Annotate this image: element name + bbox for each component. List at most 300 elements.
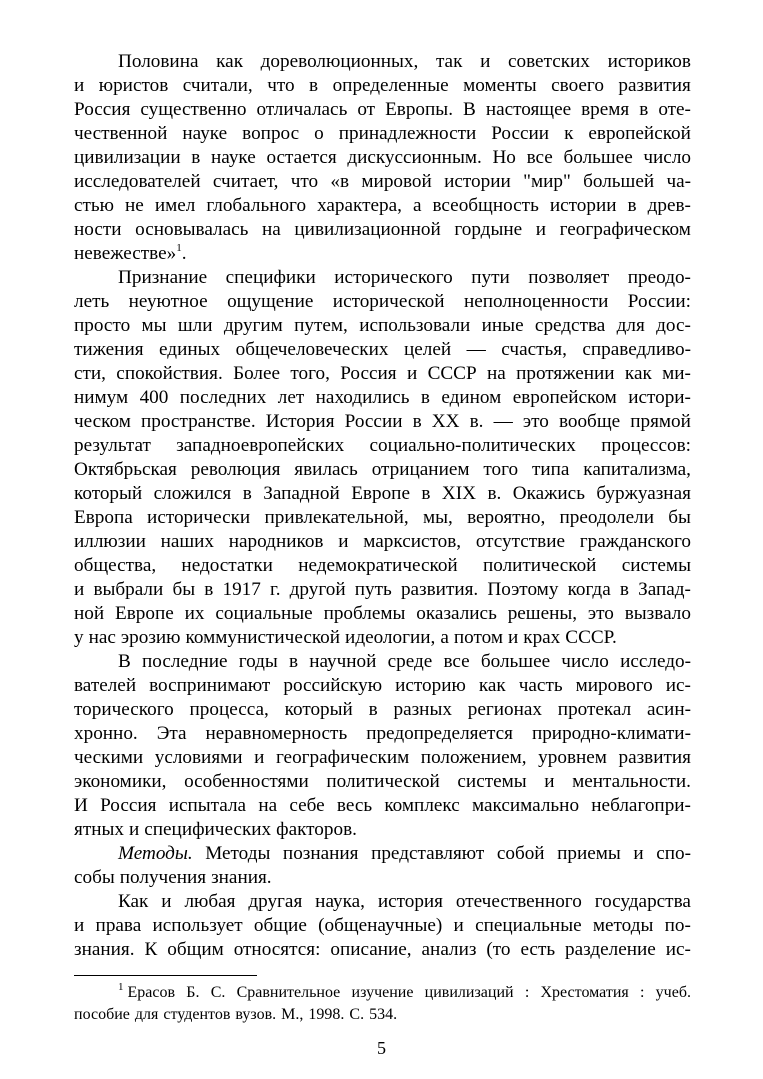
word: приемы (557, 843, 621, 864)
text-line (74, 50, 691, 74)
word: относятся: (233, 939, 321, 960)
word: принадлежности (338, 123, 477, 144)
word: марксистов, (363, 531, 462, 552)
word: в (619, 579, 629, 600)
text-line (74, 338, 691, 362)
word: воспринимают (149, 675, 271, 696)
word: типа (531, 459, 570, 480)
word: явилась (294, 459, 358, 480)
word: и (453, 915, 464, 936)
word: невежестве»$^1$. (74, 241, 187, 264)
footnote-line (74, 982, 691, 1004)
word: а (440, 627, 449, 648)
word: цивилизационной (294, 219, 441, 240)
paragraph-3 (74, 650, 691, 842)
word: большее (480, 651, 551, 672)
word: это (587, 603, 614, 624)
word: путь (354, 579, 392, 600)
text-line (74, 602, 691, 626)
text-line (74, 770, 691, 794)
text-line (74, 386, 691, 410)
word: истори- (628, 387, 691, 408)
word: Но (492, 147, 516, 168)
word: (то (486, 939, 511, 960)
word: просто (74, 315, 131, 336)
word: мировой (361, 171, 432, 192)
word: их (184, 603, 205, 624)
word: развития (618, 747, 691, 768)
paragraph-4 (74, 842, 691, 890)
word: мы (141, 315, 167, 336)
word: что (290, 171, 319, 192)
word: леть (74, 291, 110, 312)
word: ческом (74, 411, 131, 432)
word: часть (518, 675, 563, 696)
text-line (74, 266, 691, 290)
word: отличалась (256, 99, 348, 120)
word: привлекательной, (264, 507, 409, 528)
word: определенные (332, 75, 449, 96)
word: тижения (74, 339, 144, 360)
word: специальные (475, 915, 582, 936)
text-line (74, 314, 691, 338)
word: Методы. (118, 843, 193, 864)
footnote (74, 982, 691, 1026)
text-line-last (74, 866, 691, 890)
text-line (74, 674, 691, 698)
word: себе (289, 795, 325, 816)
word: отсутствие (475, 531, 566, 552)
word: средства (534, 315, 606, 336)
word: в (242, 483, 252, 504)
word: считали, (182, 75, 253, 96)
word: крах (523, 627, 561, 648)
word: другой (289, 579, 346, 600)
text-line (74, 698, 691, 722)
word: моменты (463, 75, 537, 96)
word: для (134, 1006, 159, 1023)
text-line (74, 146, 691, 170)
word: сложился (153, 483, 232, 504)
word: преодо- (627, 267, 691, 288)
word: капитализма, (583, 459, 691, 480)
word: ми- (662, 363, 691, 384)
word: коммунистической (185, 627, 341, 648)
word: 400 (139, 387, 169, 408)
word: того (483, 459, 519, 480)
word: пособие (74, 1006, 130, 1023)
word: российскую (283, 675, 383, 696)
word: как (216, 51, 244, 72)
word: нимум (74, 387, 129, 408)
word: предопределяется (366, 723, 513, 744)
word: дос- (656, 315, 691, 336)
word: ча- (666, 171, 691, 192)
word: глобального (206, 195, 307, 216)
word: Поэтому (487, 579, 559, 600)
word: наших (160, 531, 215, 552)
word: знания. (211, 867, 272, 888)
word: как (624, 363, 652, 384)
word: истории (549, 195, 617, 216)
word: гордыне (454, 219, 523, 240)
text-line-with-italic-lead (74, 842, 691, 866)
word: асин- (647, 699, 691, 720)
word: дореволюционных, (260, 51, 419, 72)
word: общества, (74, 555, 157, 576)
word: процессов: (601, 435, 691, 456)
word: методы (592, 915, 654, 936)
word: эрозию (120, 627, 181, 648)
word: и (535, 219, 547, 240)
word: сти, (74, 363, 106, 384)
page-number: 5 (377, 1038, 386, 1058)
word: советских (508, 51, 590, 72)
word: в (191, 147, 201, 168)
word: отрицанием (371, 459, 470, 480)
word: и (128, 819, 140, 840)
word: политической (482, 555, 597, 576)
text-line (74, 482, 691, 506)
word: научной (309, 651, 377, 672)
word: Россия (74, 99, 131, 120)
word: исторической (332, 291, 445, 312)
text-line (74, 434, 691, 458)
word: который (284, 699, 353, 720)
word: цивилизации (74, 147, 181, 168)
word: другая (248, 891, 303, 912)
word: "мир" (523, 171, 571, 192)
word: это (522, 411, 549, 432)
word: ис- (665, 939, 691, 960)
text-line (74, 410, 691, 434)
word: испытала (168, 795, 247, 816)
word: общие (253, 915, 307, 936)
word: исторически (147, 507, 251, 528)
word: развития (618, 75, 691, 96)
word: гражданского (579, 531, 691, 552)
word: есть (520, 939, 556, 960)
word: общим (167, 939, 224, 960)
word: преодолели (559, 507, 654, 528)
word: максимально (472, 795, 580, 816)
word: регионах (467, 699, 542, 720)
text-line (74, 74, 691, 98)
word: характера, (317, 195, 402, 216)
word: развития. (400, 579, 479, 600)
word: История (265, 411, 335, 432)
word: так (435, 51, 463, 72)
word: чественной (74, 123, 168, 144)
word: оказались (416, 603, 497, 624)
word: политической (326, 771, 440, 792)
word: целей (403, 339, 452, 360)
text-line-last (74, 818, 691, 842)
word: : (639, 984, 645, 1001)
word: в. (487, 483, 502, 504)
word: европейском (512, 387, 617, 408)
word: наука, (315, 891, 365, 912)
word: исторического (334, 267, 453, 288)
text-line (74, 722, 691, 746)
word: и (161, 891, 172, 912)
word: мирового (575, 675, 653, 696)
word: потом (453, 627, 503, 648)
word: неполноценности (463, 291, 609, 312)
word: исследо- (620, 651, 691, 672)
word: неблагопри- (591, 795, 691, 816)
word: среде (387, 651, 433, 672)
text-line (74, 218, 691, 242)
word: число (561, 651, 609, 672)
word: Признание (118, 267, 208, 288)
word: своего (551, 75, 604, 96)
word: разделение (565, 939, 656, 960)
word: в (368, 699, 378, 720)
word: описание, (330, 939, 412, 960)
word: г. (270, 579, 281, 600)
word: вообще (558, 411, 621, 432)
word: Россия (340, 363, 397, 384)
paragraph-1 (74, 50, 691, 266)
word: и (338, 531, 349, 552)
word: все (443, 651, 470, 672)
word: и (507, 627, 519, 648)
word: остается (266, 147, 337, 168)
word: вероятно, (467, 507, 546, 528)
word: решены, (507, 603, 578, 624)
word: студентов (163, 1006, 231, 1023)
word: Россия (100, 795, 157, 816)
word: В (463, 99, 476, 120)
word: народников (228, 531, 324, 552)
word: и (406, 363, 418, 384)
word: недостатки (181, 555, 273, 576)
word: использовали (359, 315, 471, 336)
text-line (74, 914, 691, 938)
word: в (421, 483, 431, 504)
word: иллюзии (74, 531, 146, 552)
word: представляют (371, 843, 485, 864)
word: положением, (420, 747, 527, 768)
word: С. (210, 984, 226, 1001)
word: географическим (275, 747, 410, 768)
word: науке (182, 123, 228, 144)
word: имел (154, 195, 196, 216)
footnote-ref: 1 (176, 241, 182, 254)
word: европейской (588, 123, 691, 144)
word: неравномерность (205, 723, 348, 744)
text-line (74, 194, 691, 218)
word: вателей (74, 675, 137, 696)
word: России (491, 123, 550, 144)
word: общечеловеческих (235, 339, 389, 360)
text-line (74, 890, 691, 914)
word: позволяет (528, 267, 610, 288)
word: знания. (74, 939, 135, 960)
word: мы, (422, 507, 453, 528)
word: когда (567, 579, 611, 600)
word: бы (172, 579, 196, 600)
word: от (357, 99, 376, 120)
word: недемократической (298, 555, 458, 576)
word: — (466, 339, 486, 360)
word: условиями (154, 747, 243, 768)
word: на (262, 219, 281, 240)
word: в. (469, 411, 484, 432)
word: идеологии, (345, 627, 436, 648)
word: у (74, 627, 84, 648)
word: ной (74, 603, 105, 624)
word: пространстве. (141, 411, 256, 432)
word: буржуазная (596, 483, 691, 504)
word: оте- (658, 99, 691, 120)
word: России: (627, 291, 691, 312)
text-line (74, 290, 691, 314)
word: социально-политических (369, 435, 576, 456)
word: последние (142, 651, 228, 672)
word: Европе (115, 603, 174, 624)
word: 1998. (308, 1006, 345, 1023)
word: протяжении (516, 363, 615, 384)
word: революция (190, 459, 281, 480)
word: а (412, 195, 422, 216)
word: по- (664, 915, 691, 936)
main-text (74, 50, 691, 962)
word: разных (393, 699, 452, 720)
word: Запад- (638, 579, 691, 600)
word: нас (88, 627, 116, 648)
text-line (74, 554, 691, 578)
word: специфики (225, 267, 316, 288)
word: выбрали (93, 579, 164, 600)
word: СССР (427, 363, 477, 384)
word: Методы (205, 843, 271, 864)
footnote-line-last (74, 1004, 691, 1026)
word: число (643, 147, 691, 168)
word: : (524, 984, 530, 1001)
footnote-separator (74, 975, 257, 976)
word: время (581, 99, 630, 120)
word: ческими (74, 747, 144, 768)
word: экономики, (74, 771, 167, 792)
word: как (478, 675, 506, 696)
text-line (74, 122, 691, 146)
word: что (267, 75, 295, 96)
word: настоящее (485, 99, 572, 120)
text-line (74, 650, 691, 674)
word: в (309, 75, 319, 96)
word: системы (457, 771, 527, 792)
word: историю (395, 675, 466, 696)
word: в (204, 579, 214, 600)
word: особенностями (184, 771, 309, 792)
word: ощущение (227, 291, 314, 312)
word: системы (621, 555, 691, 576)
text-line (74, 506, 691, 530)
text-line-last (74, 626, 691, 650)
word: Европе (351, 483, 410, 504)
text-line (74, 458, 691, 482)
word: шли (177, 315, 213, 336)
word: юристов (98, 75, 169, 96)
word: бы (668, 507, 691, 528)
word: Хрестоматия (540, 984, 629, 1001)
word: вузов. (235, 1006, 277, 1023)
word: комплекс (384, 795, 460, 816)
word: изучение (351, 984, 414, 1001)
text-line-last (74, 242, 691, 266)
word: справедливо- (582, 339, 691, 360)
word: ис- (665, 675, 691, 696)
word: и (633, 843, 644, 864)
word: большей (583, 171, 655, 192)
word: все (526, 147, 553, 168)
word: (общенаучные) (318, 915, 443, 936)
word: любая (184, 891, 236, 912)
text-line (74, 746, 691, 770)
word: единых (159, 339, 221, 360)
word: собой (496, 843, 545, 864)
paragraph-5 (74, 890, 691, 962)
word: исследователей (74, 171, 201, 192)
word: древ- (647, 195, 691, 216)
word: Окажись (512, 483, 585, 504)
word: в (420, 387, 430, 408)
paragraph-2 (74, 266, 691, 650)
word: путем, (294, 315, 348, 336)
word: ментальности. (572, 771, 691, 792)
word: о (314, 123, 324, 144)
word: на (486, 363, 506, 384)
word: другим (223, 315, 283, 336)
word: М., (281, 1006, 304, 1023)
word: находились (315, 387, 410, 408)
word: годы (238, 651, 278, 672)
word: прямой (630, 411, 691, 432)
word: получения (119, 867, 207, 888)
word: который (74, 483, 143, 504)
word: Как (118, 891, 149, 912)
word: собы (74, 867, 115, 888)
word: природно-климати- (531, 723, 691, 744)
word: лет (277, 387, 305, 408)
word: и (480, 51, 491, 72)
word: основывалась (135, 219, 249, 240)
word: отечественного (455, 891, 582, 912)
text-line (74, 794, 691, 818)
word: к (564, 123, 574, 144)
word: государства (594, 891, 691, 912)
word: СССР. (565, 627, 617, 648)
word: 1917 (222, 579, 261, 600)
word: и (544, 771, 555, 792)
word: ятных (74, 819, 124, 840)
word: истории (444, 171, 511, 192)
word: спо- (656, 843, 691, 864)
word: процесса, (189, 699, 269, 720)
word: западноевропейских (176, 435, 345, 456)
word: К (144, 939, 158, 960)
footnote-marker: $^1$ Ерасов (118, 980, 176, 1001)
word: весь (336, 795, 373, 816)
word: и (74, 75, 85, 96)
word: историков (607, 51, 691, 72)
word: считает, (212, 171, 279, 192)
word: вызвало (624, 603, 691, 624)
word: спокойствия. (116, 363, 223, 384)
word: и (254, 747, 265, 768)
